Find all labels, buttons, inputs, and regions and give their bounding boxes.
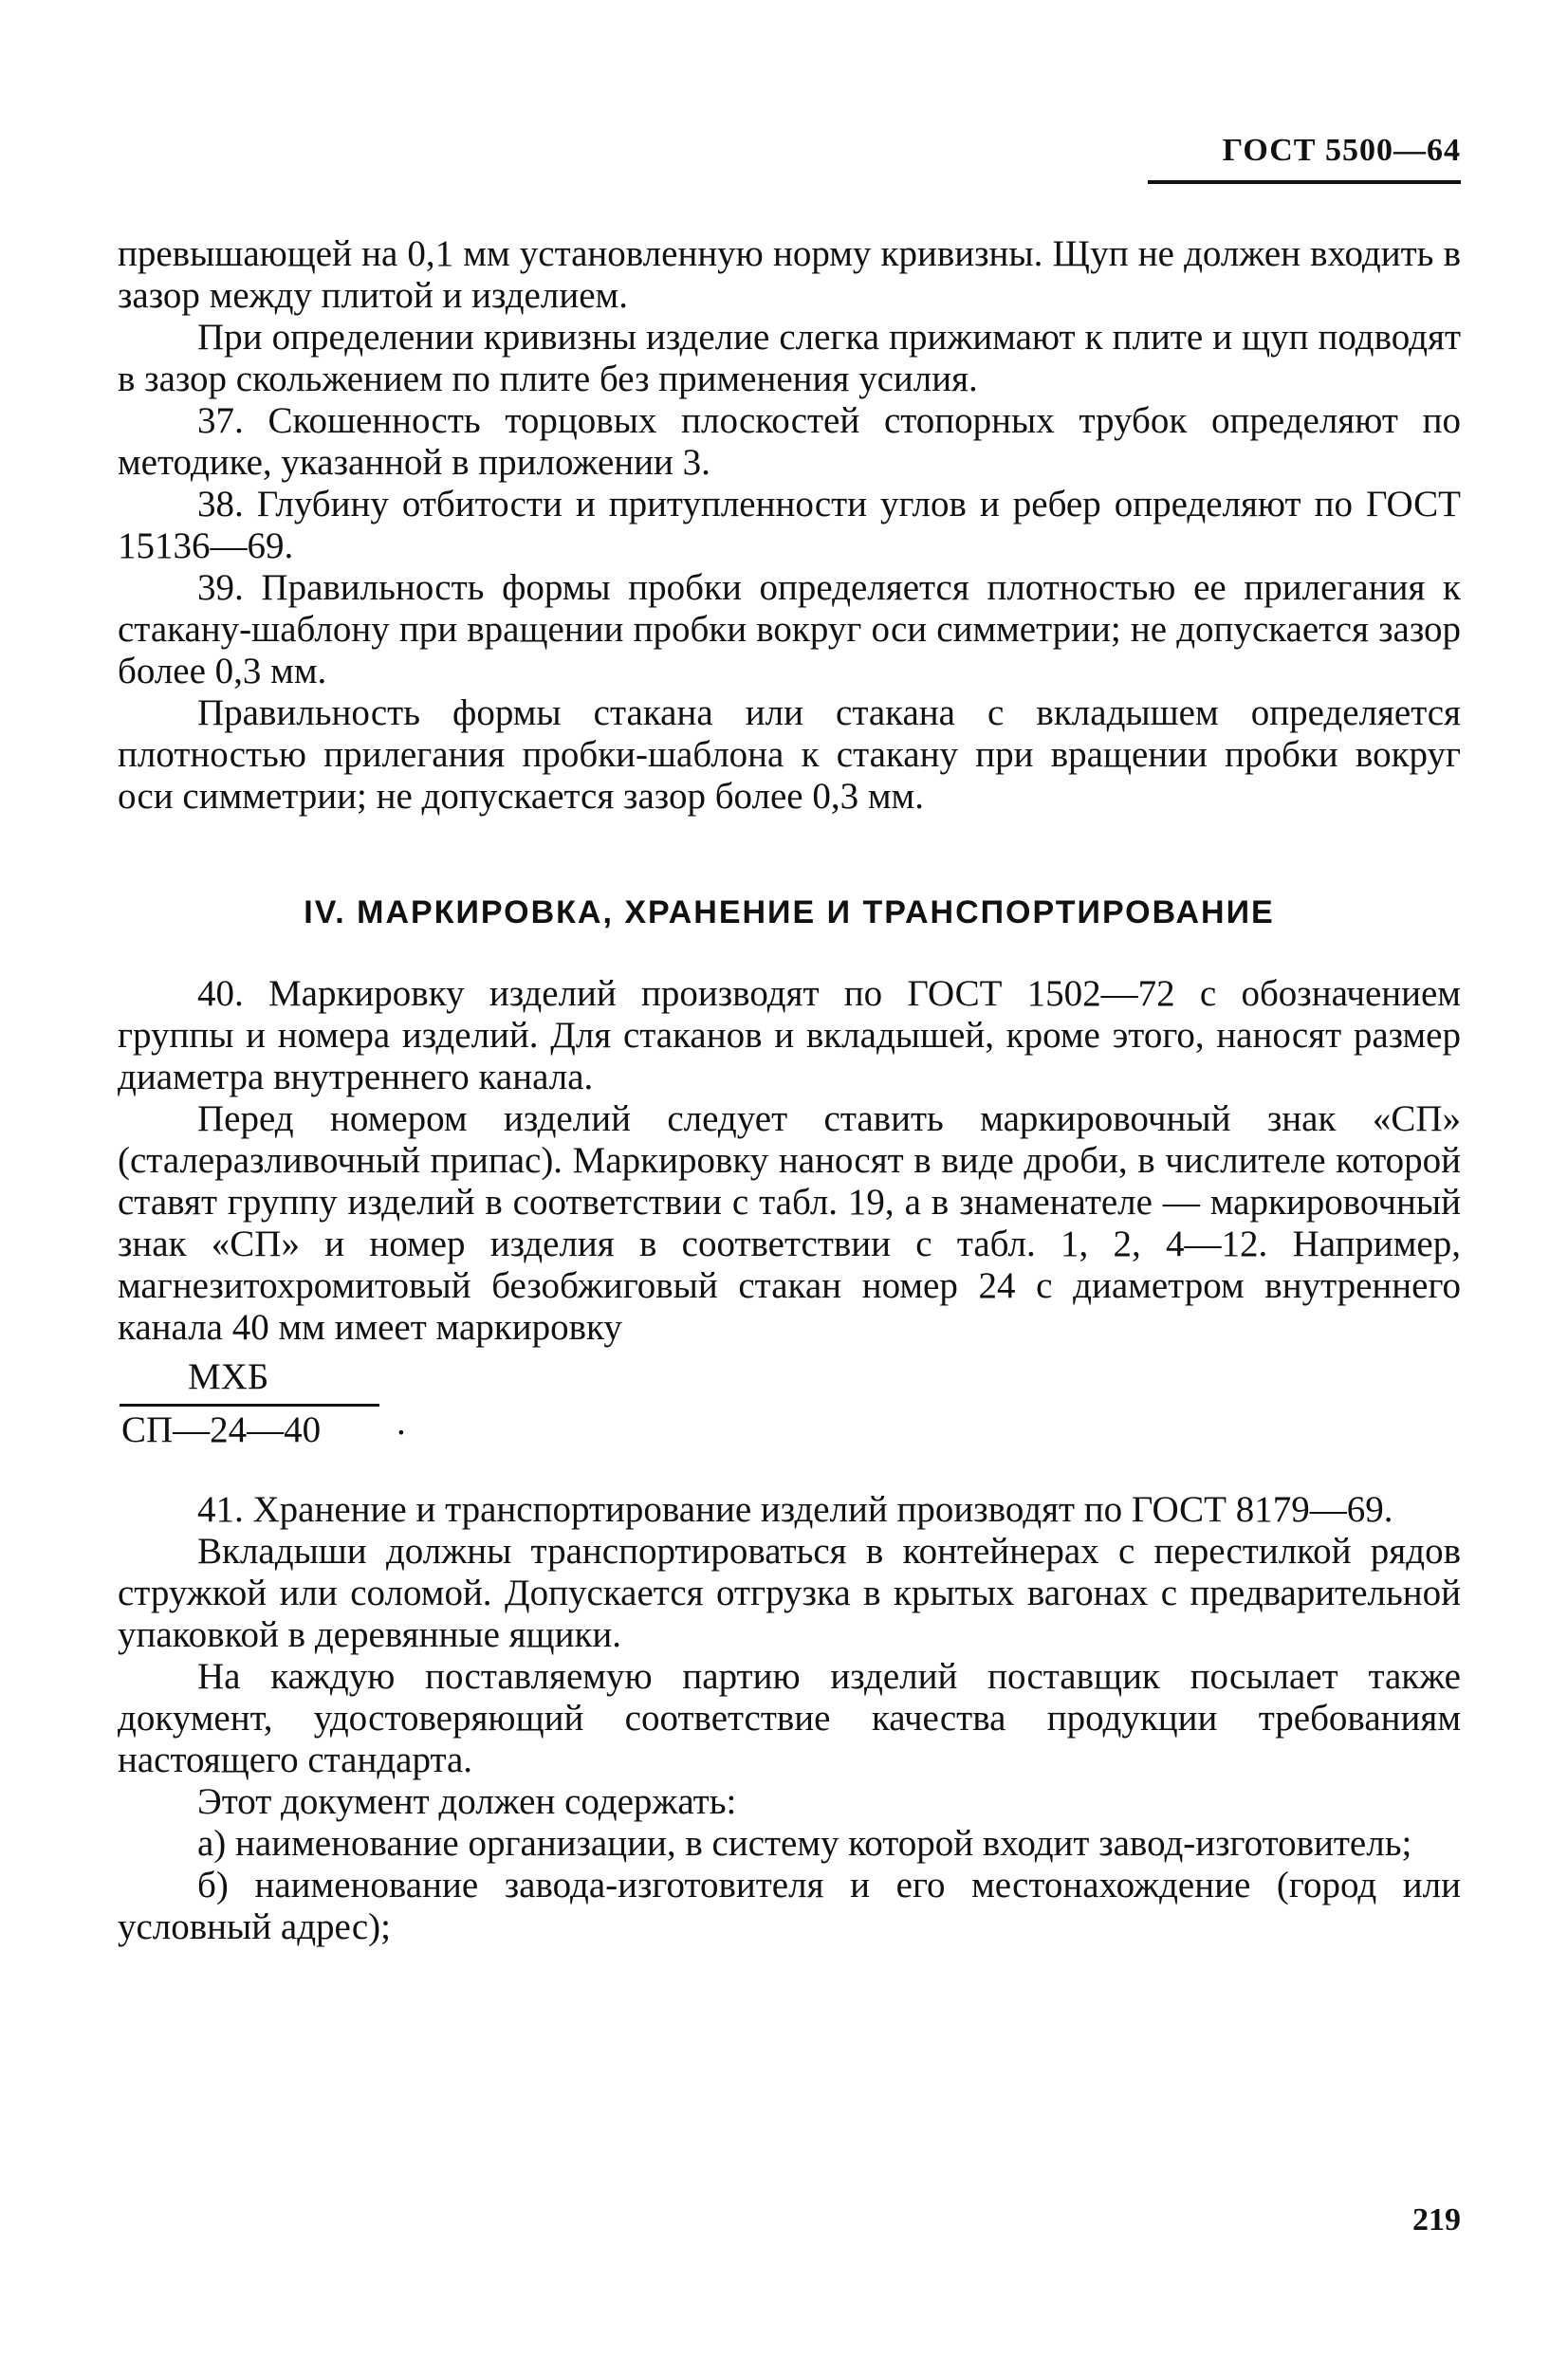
paragraph-item-39: 39. Правильность формы пробки определяется плотностью ее прилегания к стакану-шаблону при вращении пробки вокруг оси симметрии; не допускается зазор более 0,3 мм. (118, 567, 1461, 691)
paragraph: Вкладыши должны транспортироваться в контейнерах с перестилкой рядов стружкой или соломой. Допускается отгрузка в крытых вагонах с предварительной упаковкой в деревянные ящики. (118, 1531, 1461, 1655)
paragraph-item-37: 37. Скошенность торцовых плоскостей стопорных трубок определяют по методике, указанной в приложении 3. (118, 400, 1461, 483)
paragraph-item-38: 38. Глубину отбитости и притупленности углов и ребер определяют по ГОСТ 15136—69. (118, 484, 1461, 566)
paragraph: Этот документ должен содержать: (197, 1781, 737, 1822)
section-heading: IV. МАРКИРОВКА, ХРАНЕНИЕ И ТРАНСПОРТИРОВАНИЕ (304, 894, 1275, 930)
paragraph-item-40: 40. Маркировку изделий производят по ГОСТ 1502—72 с обозначением группы и номера изделий. Для стаканов и вкладышей, кроме этого, наносят размер диаметра внутреннего канала. (118, 973, 1461, 1097)
list-item-b: б) наименование завода-изготовителя и его местонахождение (город или условный адрес); (118, 1865, 1461, 1947)
paragraph: Перед номером изделий следует ставить маркировочный знак «СП» (сталеразливочный припас). Маркировку наносят в виде дроби, в числителе которой ставят группу изделий в соответствии с табл. 19, а в знаменателе — маркировочный знак «СП» и номер изделия в соответствии с табл. 1, 2, 4—12. Например, магнезитохромитовый безобжиговый стакан номер 24 с диаметром внутреннего канала 40 мм имеет маркировку (118, 1098, 1461, 1348)
fraction-denominator: СП—24—40 (121, 1409, 322, 1450)
page-header-standard-code: ГОСТ 5500—64 (1148, 133, 1461, 184)
fraction-numerator: МХБ (188, 1356, 269, 1397)
paragraph-item-41: 41. Хранение и транспортирование изделий производят по ГОСТ 8179—69. (197, 1489, 1393, 1530)
marking-fraction (120, 1356, 1461, 1455)
list-item-a: а) наименование организации, в систему которой входит завод-изготовитель; (197, 1823, 1412, 1864)
page-body (118, 233, 1461, 1948)
paragraph: При определении кривизны изделие слегка прижимают к плите и щуп подводят в зазор скольжением по плите без применения усилия. (118, 317, 1461, 399)
page-number: 219 (1412, 2202, 1461, 2237)
fraction-bar (120, 1404, 379, 1407)
paragraph-continuation: превышающей на 0,1 мм установленную норму кривизны. Щуп не должен входить в зазор между плитой и изделием. (118, 233, 1461, 316)
paragraph: Правильность формы стакана или стакана с вкладышем определяется плотностью прилегания пробки-шаблона к стакану при вращении пробки вокруг оси симметрии; не допускается зазор более 0,3 мм. (118, 692, 1461, 817)
fraction-trailing-period: . (397, 1402, 406, 1443)
paragraph: На каждую поставляемую партию изделий поставщик посылает также документ, удостоверяющий соответствие качества продукции требованиям настоящего стандарта. (118, 1656, 1461, 1780)
